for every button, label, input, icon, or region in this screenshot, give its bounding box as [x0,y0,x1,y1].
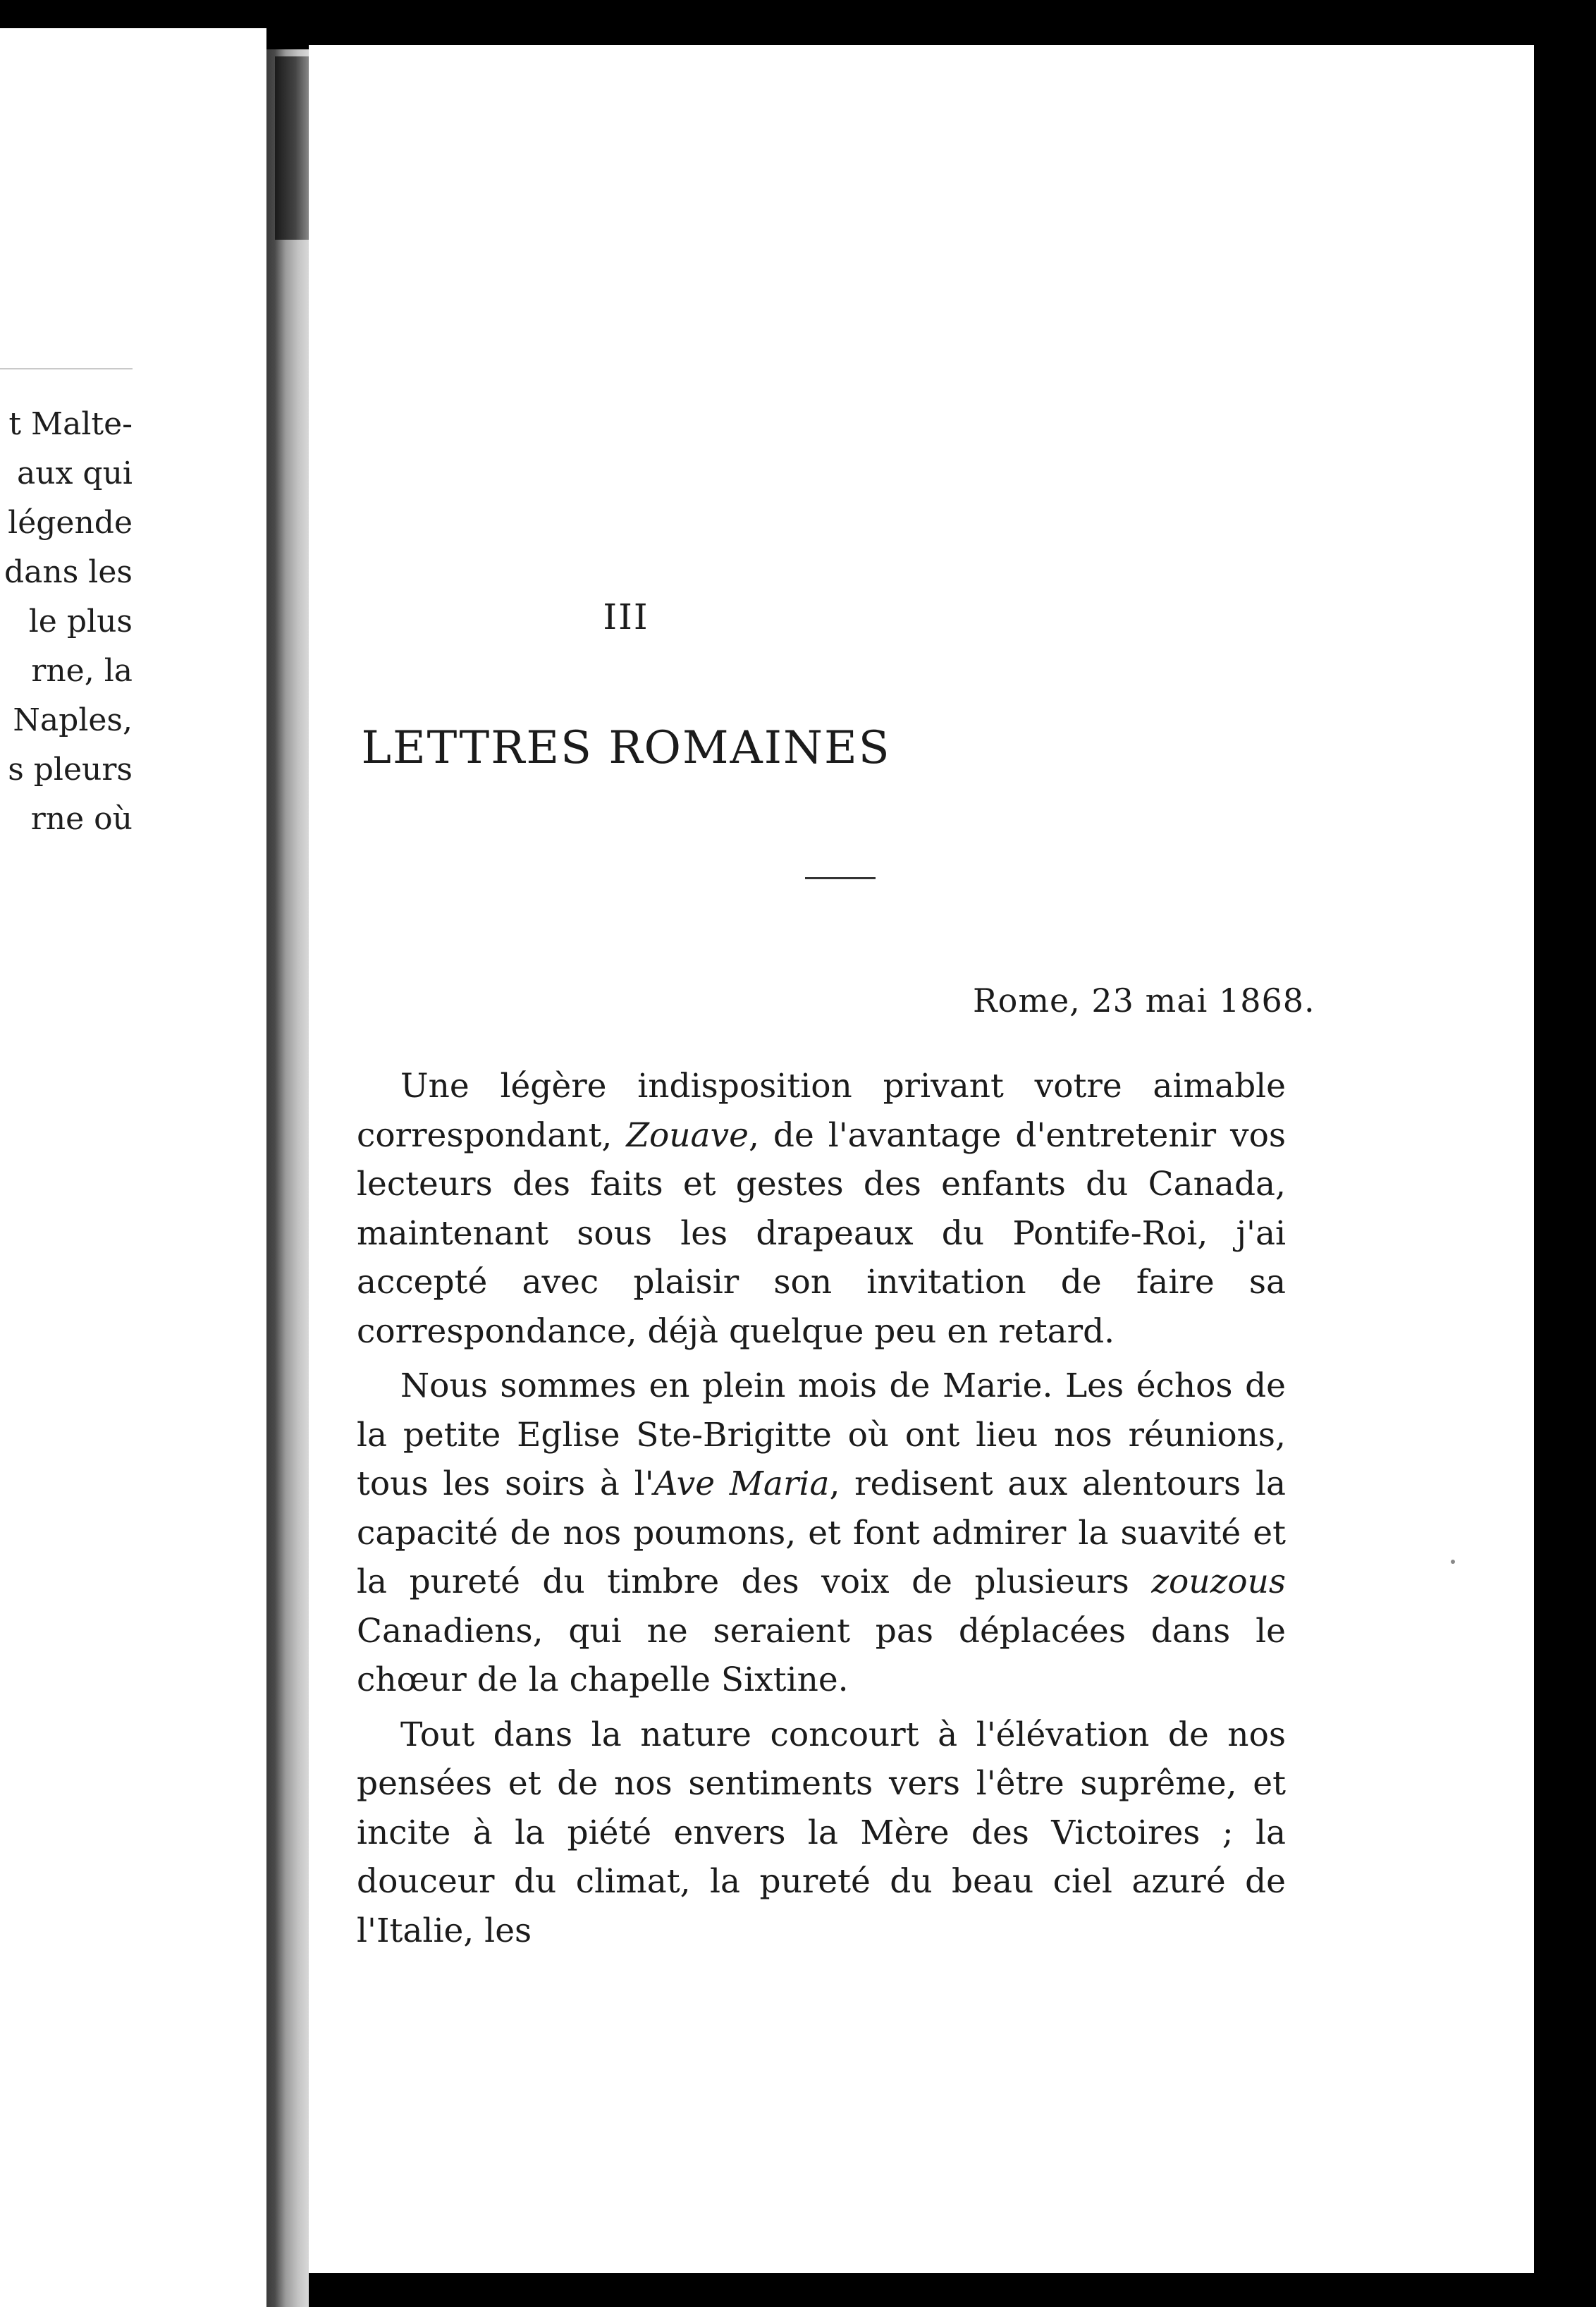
italic-text: zouzous [1151,1562,1286,1601]
left-page-rule [0,368,133,369]
scan-speck [1451,1560,1455,1564]
paragraph-text: , de l'avantage d'entretenir vos lecteurs des faits et gestes des enfants du Canada, maintenant sous les drapeaux du Pontife-Roi, j'ai accepté avec plaisir son invitation de faire sa correspondance, déjà quelque peu en retard. [357,1115,1286,1351]
left-facing-page [0,28,266,2307]
left-page-line: rne où [30,801,133,837]
letter-dateline: Rome, 23 mai 1868. [973,981,1315,1020]
left-page-line: aux qui [17,455,133,491]
title-separator-rule [805,877,876,879]
paragraph [357,1711,1286,1956]
left-page-line: le plus [28,604,133,640]
letter-body [357,1062,1286,1955]
page-edge-border [1534,49,1596,2307]
italic-text: Ave Maria [653,1464,830,1503]
chapter-number: III [603,596,649,637]
paragraph-text: Nous sommes en plein mois de Marie. Les échos de la petite Eglise Ste-Brigitte où ont lieu nos réunions, tous les soirs à l' [357,1366,1286,1503]
paragraph-text: Tout dans la nature concourt à l'élévation de nos pensées et de nos sentiments vers l'être suprême, et incite à la piété envers la Mère des Victoires ; la douceur du climat, la pureté du beau ciel azuré de l'Italie, les [357,1715,1286,1950]
italic-text: Zouave [626,1115,749,1155]
paragraph [357,1062,1286,1356]
left-page-line: légende [8,505,133,541]
paragraph-text: Canadiens, qui ne seraient pas déplacées dans le chœur de la chapelle Sixtine. [357,1611,1286,1699]
binding-shadow [275,56,309,240]
paragraph [357,1361,1286,1705]
left-page-line: Naples, [13,702,133,738]
left-page-line: rne, la [31,653,133,689]
binding-gutter [266,49,309,2307]
chapter-title: LETTRES ROMAINES [361,722,891,774]
left-page-line: s pleurs [8,752,133,788]
left-page-line: dans les [4,554,133,590]
paragraph-text: , redisent aux alentours la capacité de nos poumons, et font admirer la suavité et la pureté du timbre des voix de plusieurs [357,1464,1286,1601]
paragraph-text: Une légère indisposition privant votre aimable correspondant, [357,1067,1286,1155]
left-page-line: t Malte- [8,406,133,442]
